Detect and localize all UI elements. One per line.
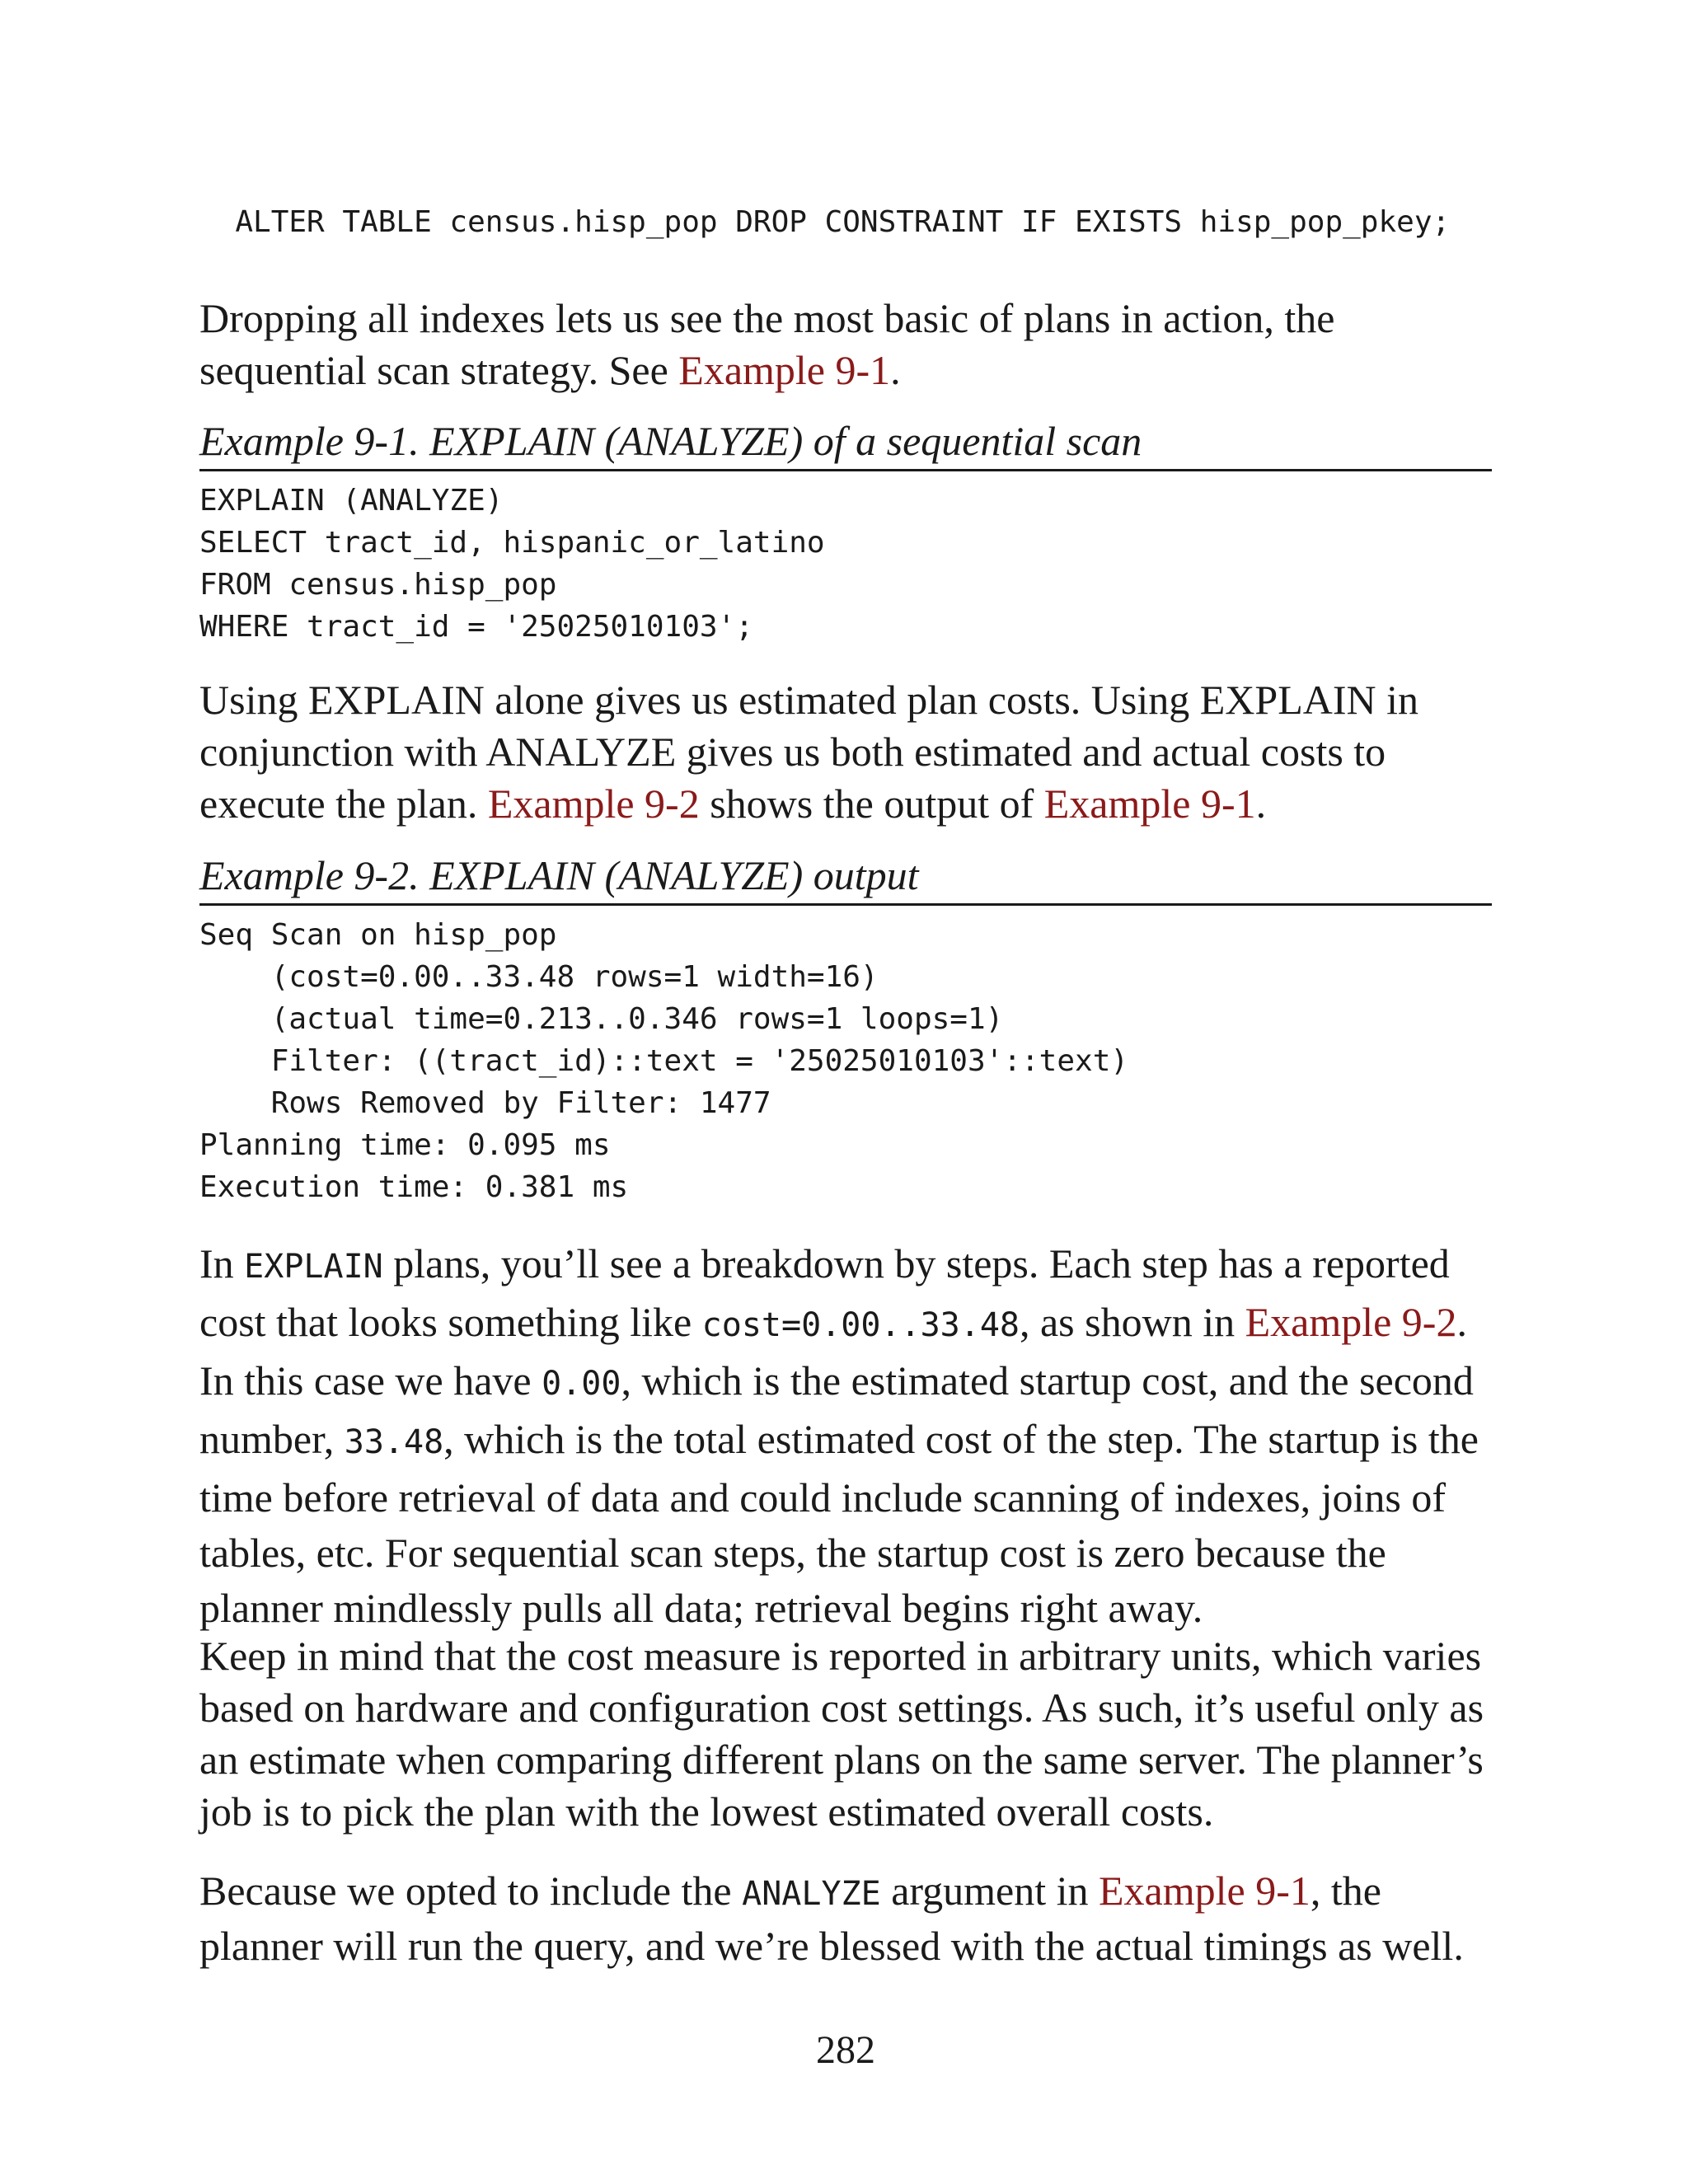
example-9-1-code-block xyxy=(199,480,1492,648)
text-run: . In this case we have xyxy=(199,1299,1467,1404)
text-run: Using EXPLAIN alone gives us estimated plan costs. Using EXPLAIN in conjunction with ANALYZE gives us both estimated and actual costs to execute the plan. xyxy=(199,677,1419,827)
text-run: plans, you’ll see a breakdown by steps. Each step has a reported cost that looks something like xyxy=(199,1240,1450,1345)
paragraph-intro xyxy=(199,293,1492,396)
code-line: Planning time: 0.095 ms xyxy=(199,1128,611,1162)
text-run: Keep in mind that the cost measure is reported in arbitrary units, which varies based on hardware and configuration cost settings. As such, it’s useful only as an estimate when comparing different plans on the same server. The planner’s job is to pick the plan with the lowest estimated overall costs. xyxy=(199,1633,1484,1835)
text-run: , the planner will run the query, and we’re blessed with the actual timings as well. xyxy=(199,1868,1464,1969)
text-run: , which is the estimated startup cost, and the second number, xyxy=(199,1357,1474,1462)
text-run: Dropping all indexes lets us see the most basic of plans in action, the sequential scan strategy. See xyxy=(199,295,1335,393)
inline-code: cost=0.00..33.48 xyxy=(701,1306,1020,1344)
inline-code: 0.00 xyxy=(542,1365,621,1403)
text-run: argument in xyxy=(880,1868,1099,1914)
example-9-2-code-block xyxy=(199,914,1492,1208)
book-page xyxy=(199,0,1492,2184)
code-line: Seq Scan on hisp_pop xyxy=(199,918,557,952)
paragraph-explain-analyze xyxy=(199,674,1492,830)
page-number: 282 xyxy=(816,2028,875,2072)
example-9-2-caption: Example 9-2. EXPLAIN (ANALYZE) output xyxy=(199,851,1492,906)
code-line: Filter: ((tract_id)::text = '25025010103'::text) xyxy=(199,1044,1129,1078)
code-line: EXPLAIN (ANALYZE) xyxy=(199,484,504,518)
code-line: (actual time=0.213..0.346 rows=1 loops=1) xyxy=(199,1002,1004,1036)
code-line: ALTER TABLE census.hisp_pop DROP CONSTRAINT IF EXISTS hisp_pop_pkey; xyxy=(199,205,1451,239)
code-line: SELECT tract_id, hispanic_or_latino xyxy=(199,526,825,560)
inline-code: ANALYZE xyxy=(742,1875,881,1913)
code-line: FROM census.hisp_pop xyxy=(199,568,557,602)
text-run: In xyxy=(199,1240,245,1286)
inline-code: 33.48 xyxy=(344,1423,444,1461)
code-block-top xyxy=(199,201,1492,243)
paragraph-analyze-timings xyxy=(199,1865,1492,1972)
text-run: shows the output of xyxy=(699,780,1044,827)
code-line: (cost=0.00..33.48 rows=1 width=16) xyxy=(199,960,879,994)
example-9-2-link[interactable]: Example 9-2 xyxy=(1245,1299,1457,1345)
example-9-1-link[interactable]: Example 9-1 xyxy=(678,347,891,393)
example-9-2-link[interactable]: Example 9-2 xyxy=(487,780,700,827)
text-run: . xyxy=(890,347,901,393)
text-run: , as shown in xyxy=(1019,1299,1245,1345)
code-line: Rows Removed by Filter: 1477 xyxy=(199,1086,771,1120)
example-9-1-caption: Example 9-1. EXPLAIN (ANALYZE) of a sequential scan xyxy=(199,416,1492,471)
text-run: Because we opted to include the xyxy=(199,1868,743,1914)
code-line: Execution time: 0.381 ms xyxy=(199,1170,629,1204)
text-run: , which is the total estimated cost of the step. The startup is the time before retrieval of data and could include scanning of indexes, joins of tables, etc. For sequential scan steps, the startup cost is zero because the planner mindlessly pulls all data; retrieval begins right away. xyxy=(199,1416,1479,1631)
example-9-1-link[interactable]: Example 9-1 xyxy=(1043,780,1256,827)
code-line: WHERE tract_id = '25025010103'; xyxy=(199,610,753,644)
example-9-1-link[interactable]: Example 9-1 xyxy=(1099,1868,1311,1914)
text-run: . xyxy=(1255,780,1267,827)
paragraph-cost-units xyxy=(199,1630,1492,1838)
inline-code: EXPLAIN xyxy=(244,1248,383,1286)
paragraph-cost-breakdown xyxy=(199,1236,1492,1636)
